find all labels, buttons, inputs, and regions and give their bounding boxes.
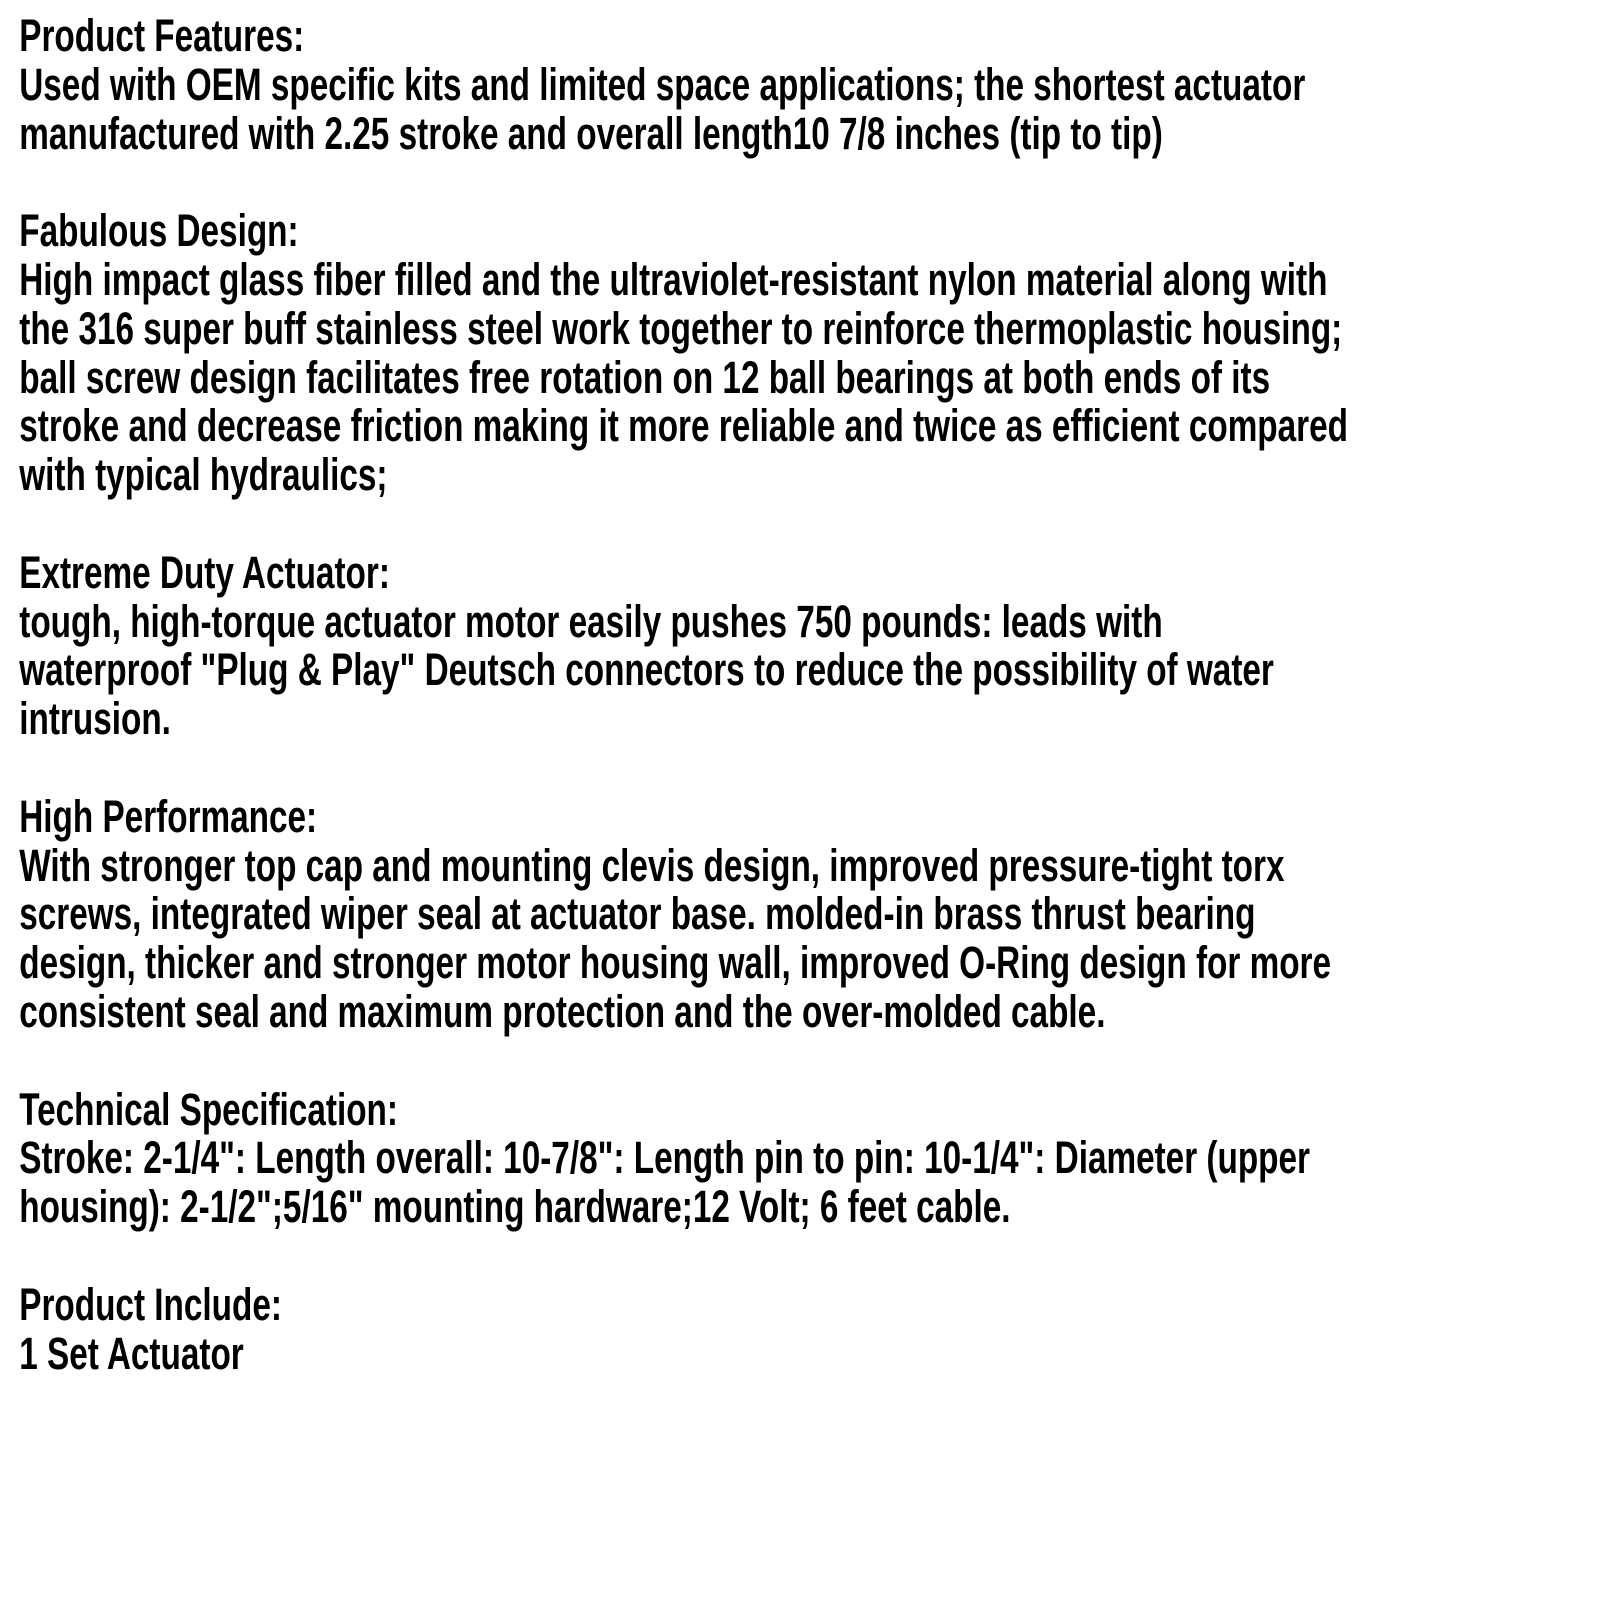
text-line: waterproof "Plug & Play" Deutsch connectors to reduce the possibility of water [19,644,1274,696]
text-line: design, thicker and stronger motor housing wall, improved O-Ring design for more [19,937,1332,989]
paragraph-gap [19,158,1600,207]
text-line: High impact glass fiber filled and the ultraviolet-resistant nylon material along with [19,253,1328,305]
section-heading-high-performance: High Performance: [19,790,318,842]
paragraph-gap [19,744,1600,793]
text-line: housing): 2-1/2";5/16" mounting hardware;12 Volt; 6 feet cable. [19,1181,1011,1233]
text-line: with typical hydraulics; [19,449,388,501]
text-line: 1 Set Actuator [19,1327,244,1379]
text-line: Used with OEM specific kits and limited space applications; the shortest actuator [19,58,1306,110]
section-heading-technical-specification: Technical Specification: [19,1083,398,1135]
paragraph-gap [19,1232,1600,1281]
section-heading-product-include: Product Include: [19,1278,282,1330]
section-heading-extreme-duty-actuator: Extreme Duty Actuator: [19,546,390,598]
section-heading-fabulous-design: Fabulous Design: [19,205,299,257]
paragraph-gap [19,1037,1600,1086]
text-line: the 316 super buff stainless steel work together to reinforce thermoplastic housing; [19,302,1343,354]
text-line: manufactured with 2.25 stroke and overall length10 7/8 inches (tip to tip) [19,107,1163,159]
text-line: consistent seal and maximum protection and the over-molded cable. [19,985,1106,1037]
text-line: Stroke: 2-1/4": Length overall: 10-7/8": Length pin to pin: 10-1/4": Diameter (upper [19,1132,1311,1184]
section-heading-product-features: Product Features: [19,10,305,61]
text-line: intrusion. [19,693,171,745]
text-line: ball screw design facilitates free rotation on 12 ball bearings at both ends of its [19,351,1271,403]
text-line: tough, high-torque actuator motor easily pushes 750 pounds: leads with [19,595,1163,647]
text-line: With stronger top cap and mounting clevis design, improved pressure-tight torx [19,839,1285,891]
text-line: stroke and decrease friction making it more reliable and twice as efficient compared [19,400,1348,452]
text-line: screws, integrated wiper seal at actuator base. molded-in brass thrust bearing [19,888,1256,940]
paragraph-gap [19,500,1600,549]
